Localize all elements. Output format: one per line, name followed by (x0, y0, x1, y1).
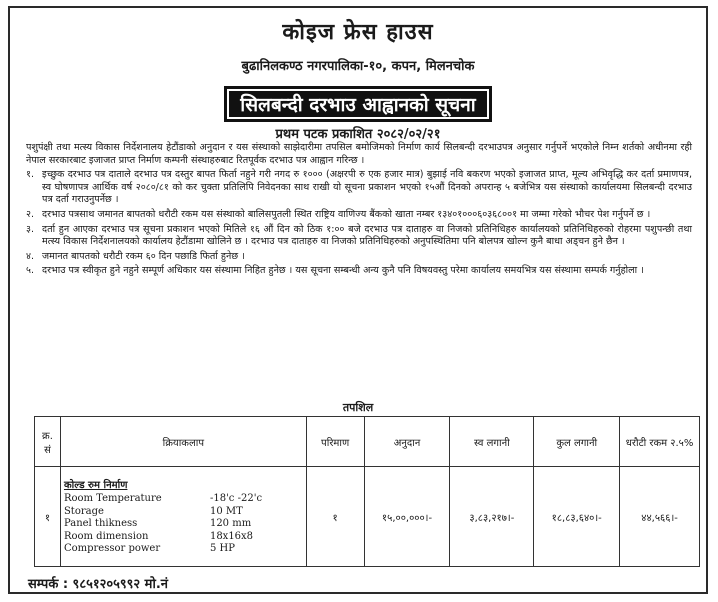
spec-row (64, 531, 303, 544)
cell-total-investment: १८,८३,६४०।- (534, 467, 620, 567)
col-header-quantity: परिमाण (306, 417, 364, 467)
clause-1 (26, 169, 692, 207)
table-row (35, 467, 700, 567)
notice-body (26, 142, 692, 280)
cell-grant: १५,००,०००।- (364, 467, 450, 567)
clause-text: दरभाउ पत्रसाथ जमानत बापतको धरौटी रकम यस संस्थाको बालिसपुतली स्थित राष्ट्रिय वाणिज्य बैंकको खाता नम्बर १३४०१०००६०३६८००१ मा जम्मा गरेको भौचर पेश गर्नुपर्ने छ । (42, 208, 651, 220)
col-header-grant: अनुदान (364, 417, 450, 467)
col-header-total-investment: कुल लगानी (534, 417, 620, 467)
spec-label: Room Temperature (63, 493, 162, 505)
schedule-caption: तपशिल (342, 401, 374, 414)
clause-number: ५. (26, 265, 35, 277)
clause-text: दर्ता हुन आएका दरभाउ पत्र सूचना प्रकाशन भएको मितिले १६ औं दिन को ठिक १:०० बजे दरभाउ पत्र दाताहरु वा निजको प्रतिनिधिहरु कार्यालयको प्रतिनिधिहरुको रोहरमा पशुपन्छी तथा मत्स्य विकास निर्देशनालयको कार्यालय हेटौंडामा खोलिने छ । दरभाउ पत्र दाताहरु वा निजको प्रतिनिधिहरुको अनुपस्थितिमा पनि बोलपत्र खोल्न कुनै बाधा अड्चन हुने छैन । (42, 223, 692, 248)
org-name: कोइज फ्रेस हाउस (282, 20, 434, 45)
spec-label: Storage (63, 505, 104, 517)
spec-row (64, 518, 303, 531)
spec-value: 5 HP (209, 543, 235, 555)
clause-text: इच्छुक दरभाउ पत्र दाताले दरभाउ पत्र दस्तुर बापत फिर्ता नहुने गरी नगद रु १००० (अक्षरपी रु एक हजार मात्र) बुझाई नवि बकरण भएको इजाजत प्राप्त, मूल्य अभिवृद्धि कर दर्ता प्रमाणपत्र, स्व घोषणापत्र आर्थिक वर्ष २०८०/८१ को कर चुक्ता प्रतिलिपि निवेदनका साथ राखी यो सूचना प्रकाशन भएको १५औं दिनको अपरान्ह ५ बजेभित्र यस संस्थाको कार्यालयमा सिलबन्दी दरभाउ पत्र दर्ता गराउनुपर्नेछ । (42, 169, 692, 206)
col-header-deposit: धरौटी रकम २.५% (620, 417, 700, 467)
cell-quantity: १ (306, 467, 364, 567)
spec-value: 18x16x8 (209, 530, 254, 542)
cell-deposit: ४४,५६६।- (620, 467, 700, 567)
clause-text: जमानत बापतको धरौटी रकम ६० दिन पछाडि फिर्ता हुनेछ । (42, 250, 245, 262)
spec-row (64, 506, 303, 519)
cell-sn: १ (35, 467, 61, 567)
spec-row (64, 493, 303, 506)
clause-text: दरभाउ पत्र स्वीकृत हुने नहुने सम्पूर्ण अधिकार यस संस्थामा निहित हुनेछ । यस सूचना सम्बन्धी अन्य कुनै पनि विषयवस्तु परेमा कार्यालय समयभित्र यस संस्थामा सम्पर्क गर्नुहोला । (42, 265, 644, 277)
spec-label: Compressor power (63, 543, 161, 555)
spec-label: Panel thikness (63, 518, 138, 530)
spec-label: Room dimension (63, 530, 149, 542)
schedule-table (34, 416, 700, 567)
clause-number: ३. (26, 223, 35, 235)
cell-own-investment: ३,८३,२१७।- (450, 467, 534, 567)
spec-row (64, 543, 303, 556)
publication-date: प्रथम पटक प्रकाशित २०८२/०२/२१ (275, 127, 441, 142)
intro-paragraph: पशुपंक्षी तथा मत्स्य विकास निर्देशनालय हेटौंडाको अनुदान र यस संस्थाको साझेदारीमा तपसिल बमोजिमको निर्माण कार्य सिलबन्दी दरभाउपत्र अनुसार गर्नुपर्ने भएकोले निम्न शर्तको अधीनमा रही नेपाल सरकारबाट इजाजत प्राप्त निर्माण कम्पनी संस्थाहरुबाट रितपूर्वक दरभाउ पत्र आह्वान गरिन्छ । (26, 142, 692, 166)
contact-line: सम्पर्क : ९८५१२०५९९२ मो.नं (28, 577, 168, 592)
spec-value: 10 MT (209, 505, 243, 517)
banner-wrap (10, 86, 706, 122)
cell-activity (60, 467, 306, 567)
clause-number: ४. (26, 250, 35, 262)
col-header-own-investment: स्व लगानी (450, 417, 534, 467)
clause-4 (26, 251, 692, 264)
clause-2 (26, 209, 692, 222)
col-header-sn: क्र. सं (35, 417, 61, 467)
clause-number: १. (26, 169, 35, 181)
clause-3 (26, 224, 692, 249)
spec-value: 120 mm (209, 518, 252, 530)
col-header-activity: क्रियाकलाप (60, 417, 306, 467)
org-address: बुढानिलकण्ठ नगरपालिका-१०, कपन, मिलनचोक (241, 59, 475, 74)
clause-number: २. (26, 208, 35, 220)
table-header-row (35, 417, 700, 467)
clause-5 (26, 265, 692, 278)
notice-banner: सिलबन्दी दरभाउ आह्वानको सूचना (224, 86, 491, 122)
spec-value: -18'c -22'c (209, 493, 263, 505)
tender-notice (8, 6, 708, 594)
activity-title: कोल्ड रुम निर्माण (63, 480, 128, 492)
